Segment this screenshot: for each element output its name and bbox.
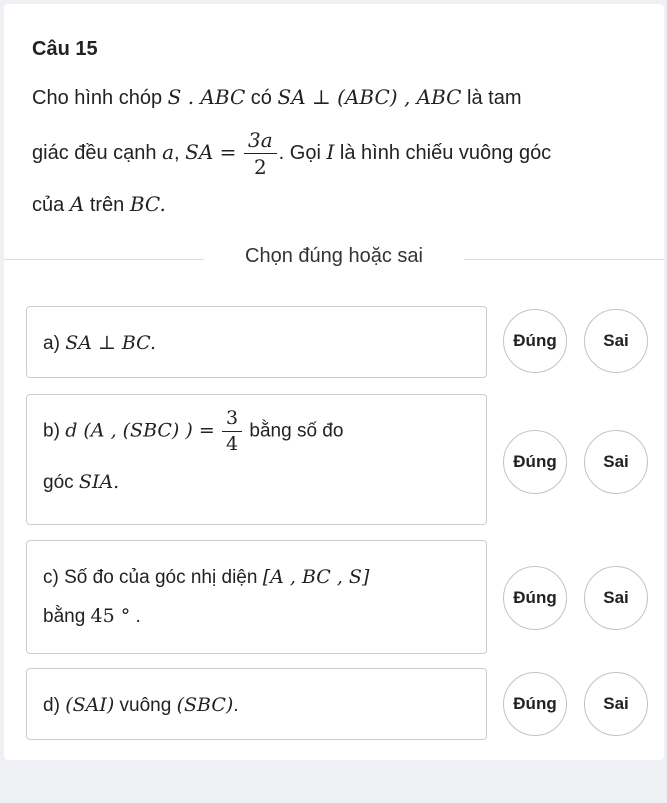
false-button-d[interactable]: Sai: [584, 672, 648, 736]
statement-c: c) Số đo của góc nhị diện [A , BC , S] bằng 45 ° .: [26, 540, 487, 654]
true-button-c[interactable]: Đúng: [503, 566, 567, 630]
true-button-d[interactable]: Đúng: [503, 672, 567, 736]
prompt-line-2: giác đều cạnh a, SA = $\frac{3a}{2}$ . Gọi I là hình chiếu vuông góc: [32, 128, 552, 180]
section-label: Chọn đúng hoặc sai: [245, 245, 423, 267]
question-title: Câu 15: [32, 38, 98, 60]
prompt-line-1: Cho hình chóp S . ABC có SA ⊥ (ABC) , ABC là tam: [32, 85, 522, 109]
prompt-line-3: của A trên BC.: [32, 192, 166, 217]
statement-a: a) SA ⊥ BC.: [26, 306, 487, 378]
question-prompt: [32, 74, 652, 228]
statement-b: b) d (A , (SBC) ) = $\frac{3}{4}$ bằng số đo góc SIA.: [26, 394, 487, 525]
fraction-3a-over-2: $\frac{3a}{2}$: [244, 130, 277, 177]
false-button-a[interactable]: Sai: [584, 309, 648, 373]
fraction-3-over-4: $\frac{3}{4}$: [222, 409, 242, 454]
true-button-a[interactable]: Đúng: [503, 309, 567, 373]
false-button-c[interactable]: Sai: [584, 566, 648, 630]
page-background: [0, 760, 667, 803]
question-card: [4, 4, 664, 760]
false-button-b[interactable]: Sai: [584, 430, 648, 494]
statement-d: d) (SAI) vuông (SBC).: [26, 668, 487, 740]
true-button-b[interactable]: Đúng: [503, 430, 567, 494]
